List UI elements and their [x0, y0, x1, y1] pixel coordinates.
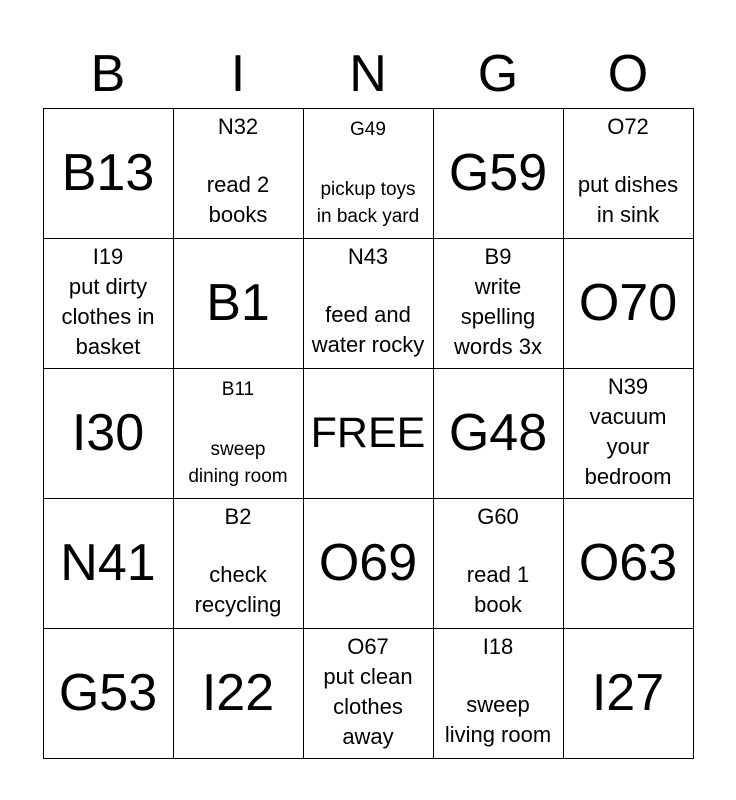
header-letter-g: G	[477, 45, 519, 103]
task-line: living room	[444, 722, 552, 747]
bingo-cell[interactable]	[173, 368, 304, 499]
task-line: read 2	[206, 172, 270, 197]
task-line: in back yard	[316, 206, 420, 227]
bingo-cell[interactable]	[173, 108, 304, 239]
bingo-cell[interactable]	[43, 238, 174, 369]
task-line: put clean	[323, 664, 413, 689]
header-letter-o: O	[607, 45, 649, 103]
cell-number: G59	[448, 144, 548, 202]
bingo-cell[interactable]	[303, 628, 434, 759]
cell-number: G48	[448, 404, 548, 462]
bingo-cell[interactable]	[563, 628, 694, 759]
bingo-cell[interactable]	[43, 628, 174, 759]
cell-code: O67	[347, 634, 389, 659]
cell-number: O69	[318, 534, 418, 592]
bingo-cell[interactable]	[433, 498, 564, 629]
task-line: in sink	[596, 202, 660, 227]
task-line: away	[342, 724, 394, 749]
cell-task	[563, 402, 693, 492]
task-line: book	[474, 592, 522, 617]
bingo-cell[interactable]	[433, 238, 564, 369]
task-line: clothes	[333, 694, 403, 719]
bingo-cell[interactable]	[173, 498, 304, 629]
cell-task	[173, 436, 303, 490]
task-line: water rocky	[311, 332, 425, 357]
cell-number: O70	[578, 274, 678, 332]
task-line: clothes in	[61, 304, 155, 329]
bingo-cell[interactable]	[43, 498, 174, 629]
task-line: check	[209, 562, 267, 587]
bingo-cell[interactable]	[43, 108, 174, 239]
cell-number: N41	[60, 534, 156, 592]
bingo-board	[43, 108, 693, 758]
cell-number: I27	[591, 664, 665, 722]
bingo-cell[interactable]	[303, 108, 434, 239]
cell-task	[303, 662, 433, 752]
cell-task	[433, 690, 563, 750]
bingo-header	[43, 40, 693, 108]
cell-code: I18	[482, 634, 514, 659]
cell-code: B11	[221, 379, 255, 400]
task-line: sweep	[466, 692, 530, 717]
cell-task	[173, 560, 303, 620]
bingo-cell[interactable]	[303, 368, 434, 499]
cell-code: I19	[92, 244, 124, 269]
cell-number: B1	[206, 274, 270, 332]
task-line: sweep	[210, 439, 266, 460]
cell-number: I30	[71, 404, 145, 462]
bingo-cell[interactable]	[563, 238, 694, 369]
cell-number: O63	[578, 534, 678, 592]
free-space-label: FREE	[310, 408, 426, 457]
bingo-cell[interactable]	[303, 498, 434, 629]
task-line: pickup toys	[320, 179, 416, 200]
bingo-cell[interactable]	[563, 108, 694, 239]
task-line: your	[606, 434, 650, 459]
header-letter-n: N	[349, 45, 387, 103]
bingo-cell[interactable]	[433, 368, 564, 499]
cell-code: G49	[350, 119, 386, 140]
task-line: write	[474, 274, 522, 299]
task-line: read 1	[466, 562, 530, 587]
task-line: vacuum	[589, 404, 667, 429]
cell-number: G53	[58, 664, 158, 722]
bingo-cell[interactable]	[173, 628, 304, 759]
task-line: spelling	[460, 304, 536, 329]
task-line: put dishes	[577, 172, 679, 197]
cell-task	[433, 560, 563, 620]
cell-task	[303, 300, 433, 360]
cell-code: B2	[224, 504, 252, 529]
cell-task	[43, 272, 173, 362]
cell-task	[303, 176, 433, 230]
bingo-cell[interactable]	[433, 108, 564, 239]
cell-number: I22	[201, 664, 275, 722]
cell-task	[563, 170, 693, 230]
task-line: put dirty	[68, 274, 148, 299]
cell-code: O72	[607, 114, 649, 139]
bingo-cell[interactable]	[303, 238, 434, 369]
cell-task	[173, 170, 303, 230]
bingo-cell[interactable]	[563, 498, 694, 629]
task-line: dining room	[188, 466, 288, 487]
task-line: words 3x	[453, 334, 543, 359]
task-line: recycling	[194, 592, 282, 617]
bingo-cell[interactable]	[173, 238, 304, 369]
cell-code: B9	[484, 244, 512, 269]
bingo-cell[interactable]	[433, 628, 564, 759]
bingo-cell[interactable]	[563, 368, 694, 499]
header-letter-b: B	[90, 45, 126, 103]
cell-code: G60	[477, 504, 519, 529]
task-line: feed and	[325, 302, 411, 327]
cell-code: N32	[217, 114, 259, 139]
cell-task	[433, 272, 563, 362]
cell-code: N43	[347, 244, 389, 269]
cell-number: B13	[61, 144, 155, 202]
bingo-cell[interactable]	[43, 368, 174, 499]
task-line: books	[208, 202, 268, 227]
header-letter-i: I	[230, 45, 246, 103]
task-line: basket	[75, 334, 141, 359]
task-line: bedroom	[584, 464, 672, 489]
cell-code: N39	[607, 374, 649, 399]
